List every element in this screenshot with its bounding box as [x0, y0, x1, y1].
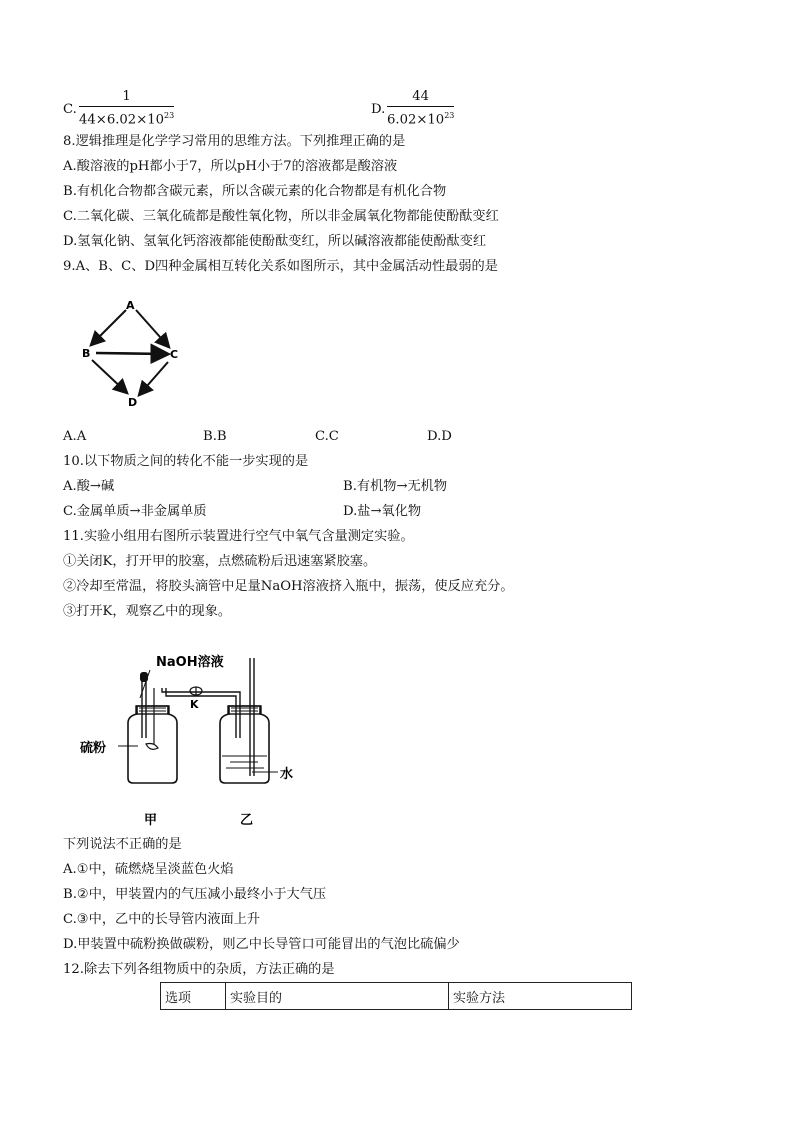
label-water: 水 [280, 767, 294, 782]
arrow-c-to-d [140, 362, 168, 394]
q11-option-d: D.甲装置中硫粉换做碳粉，则乙中长导管口可能冒出的气泡比硫偏少 [63, 937, 460, 952]
node-b: B [82, 347, 91, 360]
q7-d-fraction [387, 89, 454, 128]
arrow-a-to-b [92, 310, 126, 344]
q7-d-exponent: 23 [444, 111, 455, 120]
fraction-bar [387, 106, 454, 107]
header-option: 选项 [161, 983, 226, 1010]
q9-option-a: A.A [63, 429, 87, 444]
node-a: A [126, 299, 135, 312]
label-yi: 乙 [240, 813, 254, 826]
q8-option-c: C.二氧化碳、三氧化硫都是酸性氧化物，所以非金属氧化物都能使酚酞变红 [63, 209, 499, 224]
q7-c-fraction [79, 89, 174, 128]
q10-stem: 10.以下物质之间的转化不能一步实现的是 [63, 454, 309, 469]
label-k: K [190, 698, 199, 711]
q12-table [160, 982, 632, 1010]
q8-option-b: B.有机化合物都含碳元素，所以含碳元素的化合物都是有机化合物 [63, 184, 447, 199]
q11-option-a: A.①中，硫燃烧呈淡蓝色火焰 [63, 862, 234, 877]
q7-d-label: D. [371, 102, 386, 117]
q11-step-2: ②冷却至常温，将胶头滴管中足量NaOH溶液挤入瓶中，振荡，使反应充分。 [63, 579, 514, 594]
q7-d-denominator: 6.02×10 [387, 112, 445, 128]
label-sulfur-powder: 硫粉 [80, 741, 107, 756]
q7-c-denominator: 44×6.02×10 [79, 112, 165, 128]
q10-option-c: C.金属单质→非金属单质 [63, 504, 207, 519]
q10-option-a: A.酸→碱 [63, 479, 115, 494]
label-naoh-solution: NaOH溶液 [156, 655, 224, 670]
node-c: C [170, 348, 179, 361]
q11-stem: 11.实验小组用右图所示装置进行空气中氧气含量测定实验。 [63, 529, 414, 544]
dropper-bulb [140, 672, 148, 682]
q11-step-3: ③打开K，观察乙中的现象。 [63, 604, 232, 619]
q9-option-d: D.D [427, 429, 452, 444]
q11-apparatus-figure [80, 648, 310, 826]
q10-option-b: B.有机物→无机物 [343, 479, 448, 494]
fraction-bar [79, 106, 174, 107]
label-jia: 甲 [144, 813, 158, 826]
q12-stem: 12.除去下列各组物质中的杂质，方法正确的是 [63, 962, 335, 977]
q8-stem: 8.逻辑推理是化学学习常用的思维方法。下列推理正确的是 [63, 134, 406, 149]
bottle-yi [220, 706, 269, 783]
q8-option-a: A.酸溶液的pH都小于7，所以pH小于7的溶液都是酸溶液 [63, 159, 398, 174]
bottle-jia [128, 706, 177, 783]
q7-d-numerator: 44 [412, 89, 430, 104]
arrow-a-to-c [136, 310, 168, 346]
q9-conversion-diagram [74, 294, 194, 410]
q11-question: 下列说法不正确的是 [63, 837, 182, 852]
arrow-b-to-d [92, 360, 126, 392]
q7-c-numerator: 1 [122, 89, 131, 104]
table-header-row [161, 983, 632, 1010]
q9-option-c: C.C [315, 429, 339, 444]
header-method: 实验方法 [449, 983, 632, 1010]
header-purpose: 实验目的 [226, 983, 449, 1010]
arrow-b-to-c [96, 353, 166, 354]
node-d: D [128, 396, 138, 409]
q11-option-c: C.③中，乙中的长导管内液面上升 [63, 912, 261, 927]
q11-step-1: ①关闭K，打开甲的胶塞，点燃硫粉后迅速塞紧胶塞。 [63, 554, 377, 569]
q7-c-label: C. [63, 102, 77, 117]
q7-c-exponent: 23 [164, 111, 175, 120]
q10-option-d: D.盐→氧化物 [343, 504, 422, 519]
combustion-spoon [146, 744, 158, 750]
q8-option-d: D.氢氧化钠、氢氧化钙溶液都能使酚酞变红，所以碱溶液都能使酚酞变红 [63, 234, 487, 249]
q9-option-b: B.B [203, 429, 227, 444]
q11-option-b: B.②中，甲装置内的气压减小最终小于大气压 [63, 887, 327, 902]
q9-stem: 9.A、B、C、D四种金属相互转化关系如图所示，其中金属活动性最弱的是 [63, 259, 498, 274]
